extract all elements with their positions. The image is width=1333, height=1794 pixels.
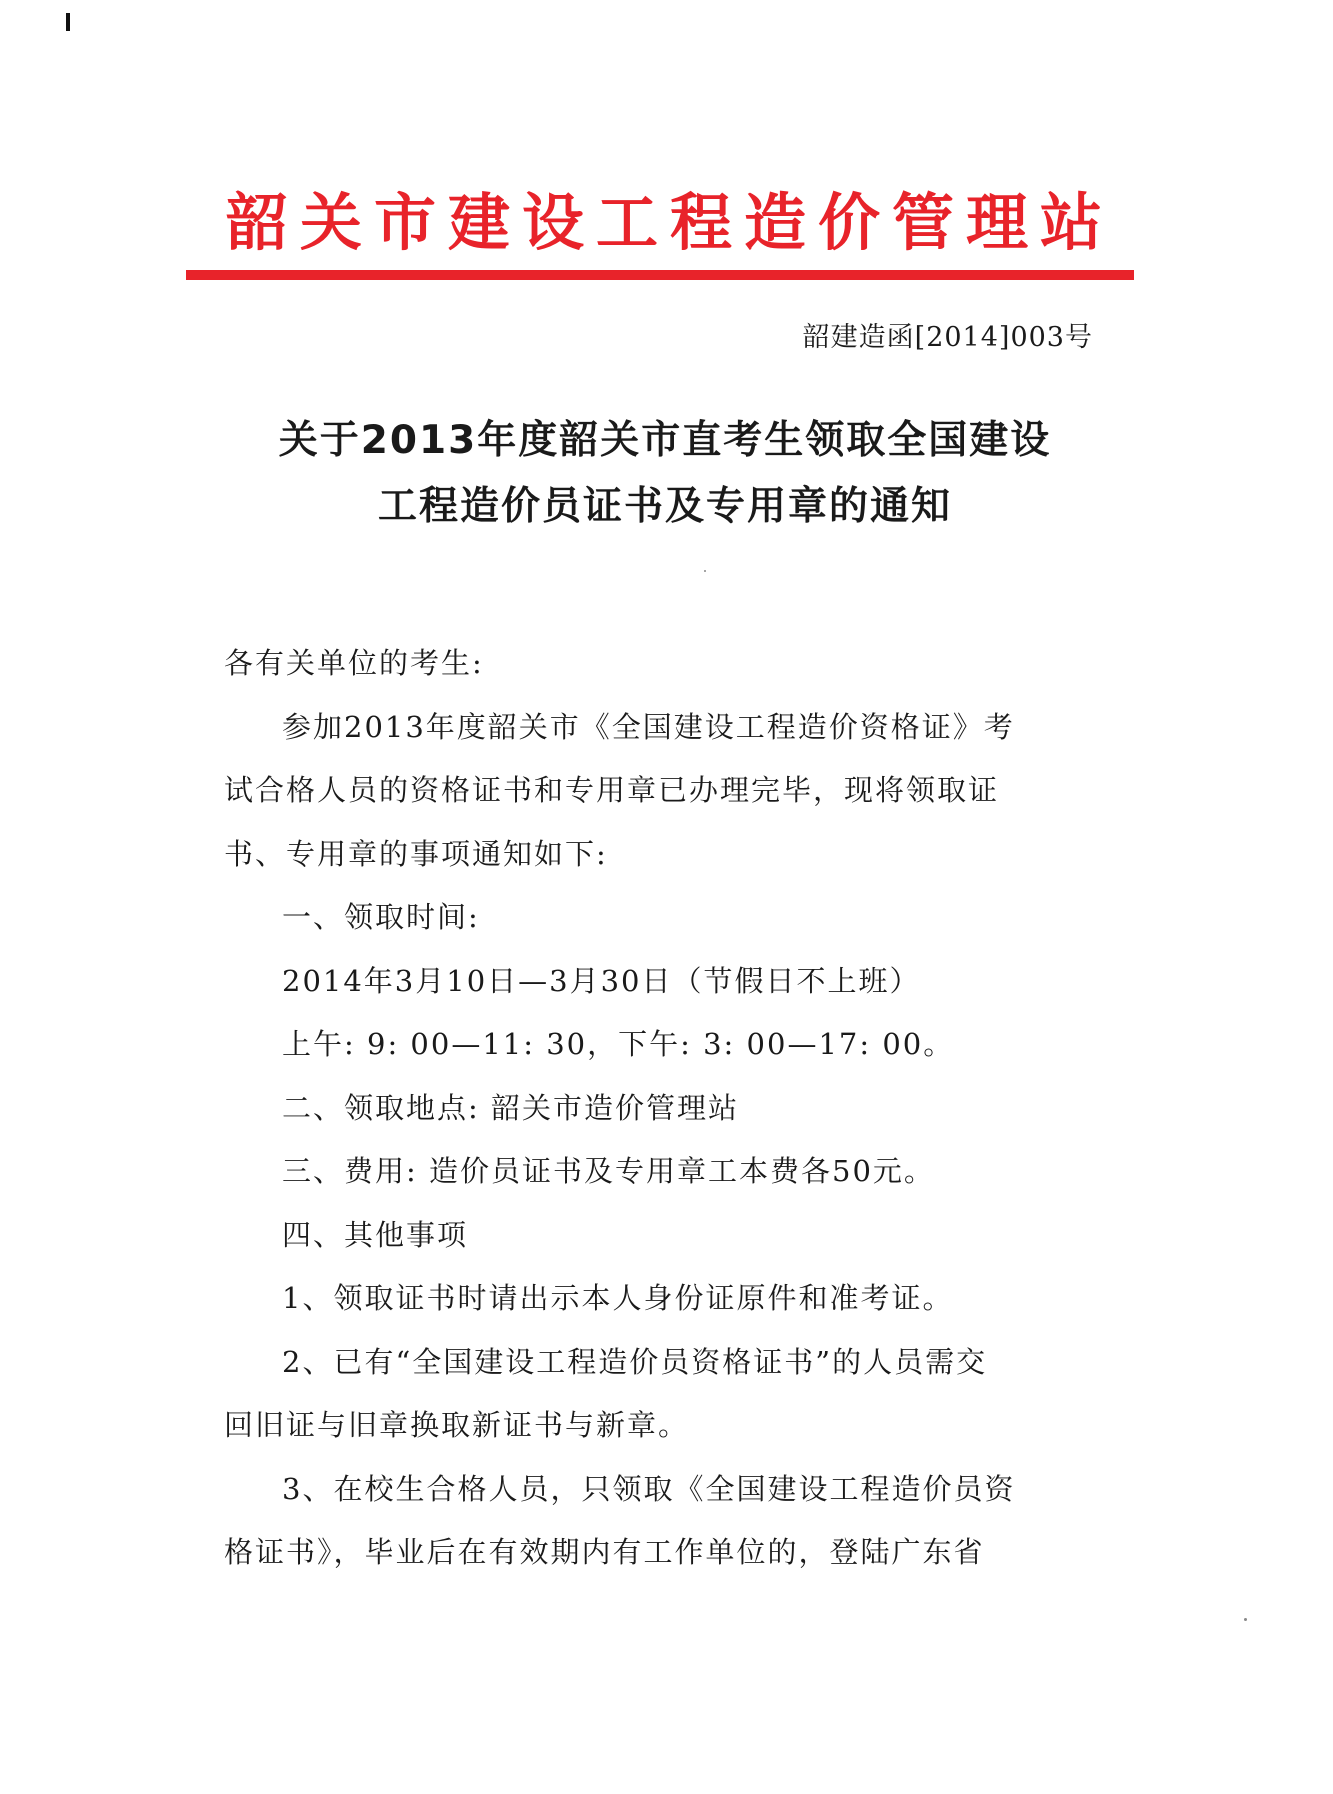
salutation: 各有关单位的考生: (224, 646, 484, 680)
intro-line-3: 书、专用章的事项通知如下: (224, 836, 608, 871)
document-title (180, 408, 1150, 540)
section-1-dates: 2014年3月10日—3月30日（节假日不上班） (282, 963, 921, 998)
item-2-line-1: 2、已有“全国建设工程造价员资格证书”的人员需交 (282, 1344, 988, 1379)
intro-line-1: 参加2013年度韶关市《全国建设工程造价资格证》考 (282, 709, 1015, 744)
scan-speck (704, 570, 706, 572)
item-3-line-1: 3、在校生合格人员，只领取《全国建设工程造价员资 (282, 1471, 1016, 1506)
header-red-rule (186, 270, 1134, 280)
intro-line-2: 试合格人员的资格证书和专用章已办理完毕，现将领取证 (224, 773, 1000, 807)
document-number: 韶建造函[2014]003号 (802, 322, 1093, 353)
title-line-2: 工程造价员证书及专用章的通知 (377, 484, 952, 529)
section-1-heading: 一、领取时间: (282, 900, 480, 934)
document-body (224, 632, 1104, 1585)
section-2-location: 二、领取地点: 韶关市造价管理站 (282, 1090, 739, 1125)
section-4-heading: 四、其他事项 (282, 1217, 469, 1252)
section-3-fees: 三、费用: 造价员证书及专用章工本费各50元。 (282, 1154, 935, 1188)
title-line-1: 关于2013年度韶关市直考生领取全国建设 (278, 418, 1052, 463)
item-3-line-2: 格证书》，毕业后在有效期内有工作单位的，登陆广东省 (224, 1535, 985, 1569)
item-1: 1、领取证书时请出示本人身份证原件和准考证。 (282, 1281, 954, 1315)
section-1-hours: 上午: 9: 00—11: 30，下午: 3: 00—17: 00。 (282, 1027, 955, 1061)
scan-speck (1244, 1618, 1247, 1621)
organization-header: 韶关市建设工程造价管理站 (226, 186, 1115, 259)
item-2-line-2: 回旧证与旧章换取新证书与新章。 (224, 1408, 690, 1442)
scan-artifact-mark (66, 13, 70, 31)
